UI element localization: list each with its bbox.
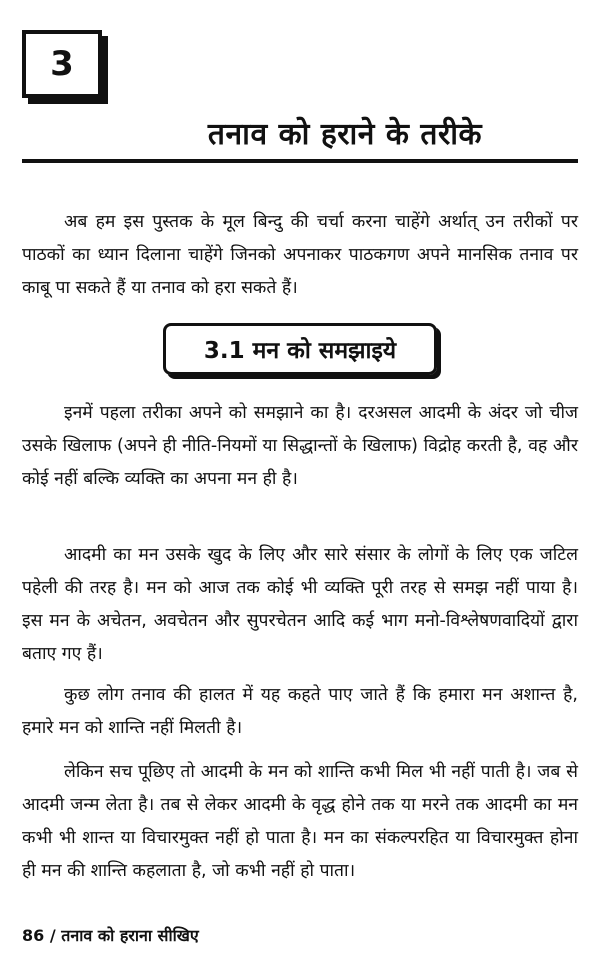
page-footer: 86 / तनाव को हराना सीखिए (22, 926, 199, 945)
section-heading: 3.1 मन को समझाइये (203, 338, 397, 364)
section-heading-box (163, 323, 437, 375)
intro-paragraph: अब हम इस पुस्तक के मूल बिन्दु की चर्चा करना चाहेंगे अर्थात् उन तरीकों पर पाठकों का ध्यान दिलाना चाहेंगे जिनको अपनाकर पाठकगण अपने मानसिक तनाव पर काबू पा सकते हैं या तनाव को हरा सकते हैं। (22, 212, 578, 298)
body-paragraph-2: आदमी का मन उसके खुद के लिए और सारे संसार के लोगों के लिए एक जटिल पहेली की तरह है। मन को आज तक कोई भी व्यक्ति पूरी तरह से समझ नहीं पाया है। इस मन के अचेतन, अवचेतन और सुपरचेतन आदि कई भाग मनो-विश्लेषणवादियों द्वारा बताए गए हैं। (22, 545, 578, 664)
chapter-number-box (22, 30, 102, 98)
chapter-title: तनाव को हराने के तरीके (207, 117, 483, 152)
body-paragraph-3: कुछ लोग तनाव की हालत में यह कहते पाए जाते हैं कि हमारा मन अशान्त है, हमारे मन को शान्ति नहीं मिलती है। (22, 685, 578, 738)
title-divider (22, 159, 578, 163)
body-paragraph-4: लेकिन सच पूछिए तो आदमी के मन को शान्ति कभी मिल भी नहीं पाती है। जब से आदमी जन्म लेता है। तब से लेकर आदमी के वृद्ध होने तक या मरने तक आदमी का मन कभी भी शान्त या विचारमुक्त नहीं हो पाता है। मन का संकल्परहित या विचारमुक्त होना ही मन की शान्ति कहलाता है, जो कभी नहीं हो पाता। (22, 762, 578, 881)
chapter-number: 3 (50, 44, 74, 84)
body-paragraph-1: इनमें पहला तरीका अपने को समझाने का है। दरअसल आदमी के अंदर जो चीज उसके खिलाफ (अपने ही नीति-नियमों या सिद्धान्तों के खिलाफ) विद्रोह करती है, वह और कोई नहीं बल्कि व्यक्ति का अपना मन ही है। (22, 403, 578, 489)
